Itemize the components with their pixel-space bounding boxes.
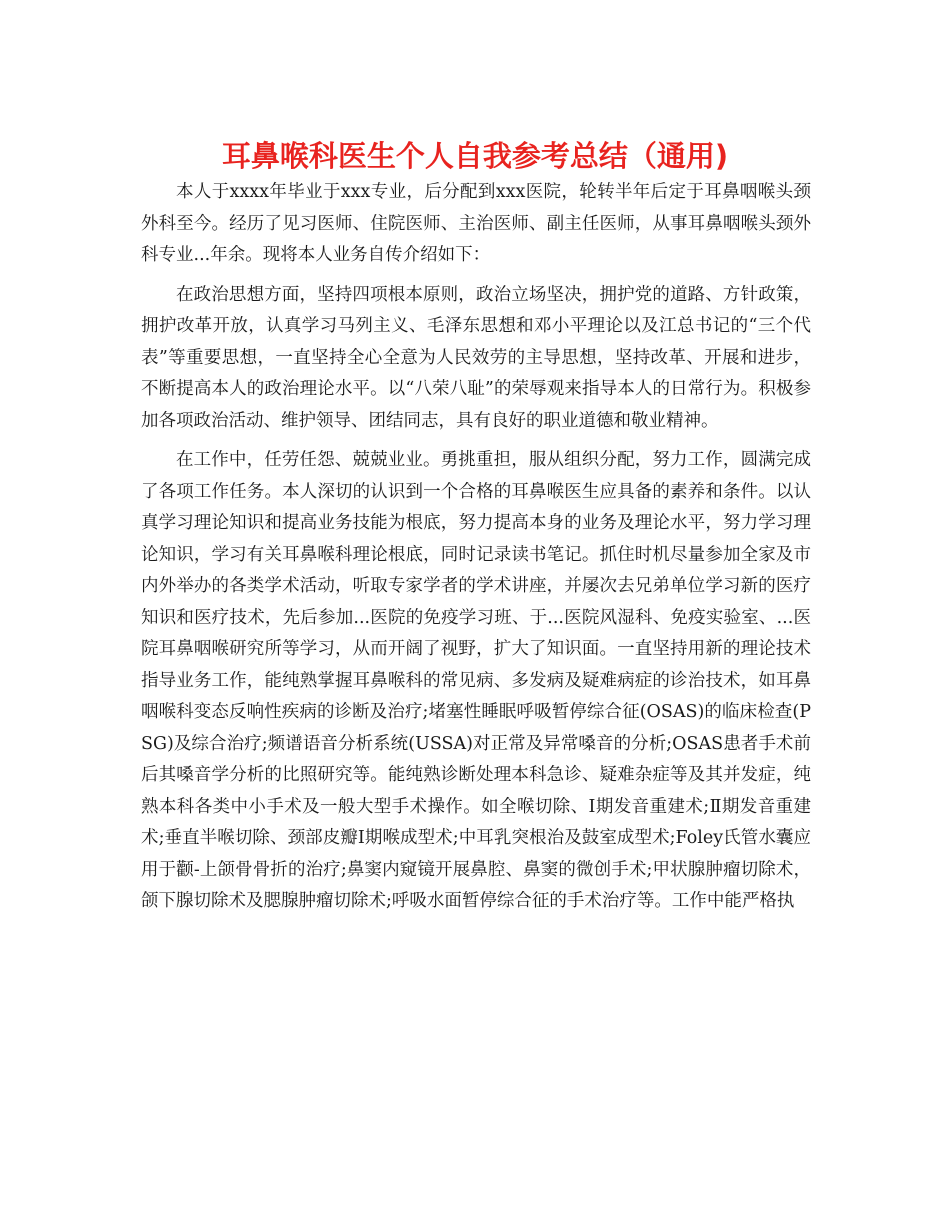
paragraph-political: 在政治思想方面，坚持四项根本原则，政治立场坚决，拥护党的道路、方针政策，拥护改革开放，认真学习马列主义、毛泽东思想和邓小平理论以及江总书记的“三个代表”等重要思想，一直坚持全心全意为人民效劳的主导思想，坚持改革、开展和进步，不断提高本人的政治理论水平。以“八荣八耻”的荣辱观来指导本人的日常行为。积极参加各项政治活动、维护领导、团结同志，具有良好的职业道德和敬业精神。 [141,284,811,431]
paragraph-intro: 本人于xxxx年毕业于xxx专业，后分配到xxx医院，轮转半年后定于耳鼻咽喉头颈外科至今。经历了见习医师、住院医师、主治医师、副主任医师，从事耳鼻咽喉头颈外科专业...年余。现将本人业务自传介绍如下： [141,182,811,265]
paragraph-gap [141,437,811,445]
paragraph-gap [141,272,811,280]
paragraph-work: 在工作中，任劳任怨、兢兢业业。勇挑重担，服从组织分配，努力工作，圆满完成了各项工作任务。本人深切的认识到一个合格的耳鼻喉医生应具备的素养和条件。以认真学习理论知识和提高业务技能为根底，努力提高本身的业务及理论水平，努力学习理论知识，学习有关耳鼻喉科理论根底，同时记录读书笔记。抓住时机尽量参加全家及市内外举办的各类学术活动，听取专家学者的学术讲座，并屡次去兄弟单位学习新的医疗知识和医疗技术，先后参加...医院的免疫学习班、于...医院风湿科、免疫实验室、...医院耳鼻咽喉研究所等学习，从而开阔了视野，扩大了知识面。一直坚持用新的理论技术指导业务工作，能纯熟掌握耳鼻喉科的常见病、多发病及疑难病症的诊治技术，如耳鼻咽喉科变态反响性疾病的诊断及治疗;堵塞性睡眠呼吸暂停综合征(OSAS)的临床检查(PSG)及综合治疗;频谱语音分析系统(USSA)对正常及异常嗓音的分析;OSAS患者手术前后其嗓音学分析的比照研究等。能纯熟诊断处理本科急诊、疑难杂症等及其并发症，纯熟本科各类中小手术及一般大型手术操作。如全喉切除、Ⅰ期发音重建术;Ⅱ期发音重建术;垂直半喉切除、颈部皮瓣Ⅰ期喉成型术;中耳乳突根治及鼓室成型术;Foley氏管水囊应用于颧-上颌骨骨折的治疗;鼻窦内窥镜开展鼻腔、鼻窦的微创手术;甲状腺肿瘤切除术，颌下腺切除术及腮腺肿瘤切除术;呼吸水面暂停综合征的手术治疗等。工作中能严格执 [141,450,811,911]
document-body [141,177,811,918]
document-title: 耳鼻喉科医生个人自我参考总结（通用) [221,139,729,173]
